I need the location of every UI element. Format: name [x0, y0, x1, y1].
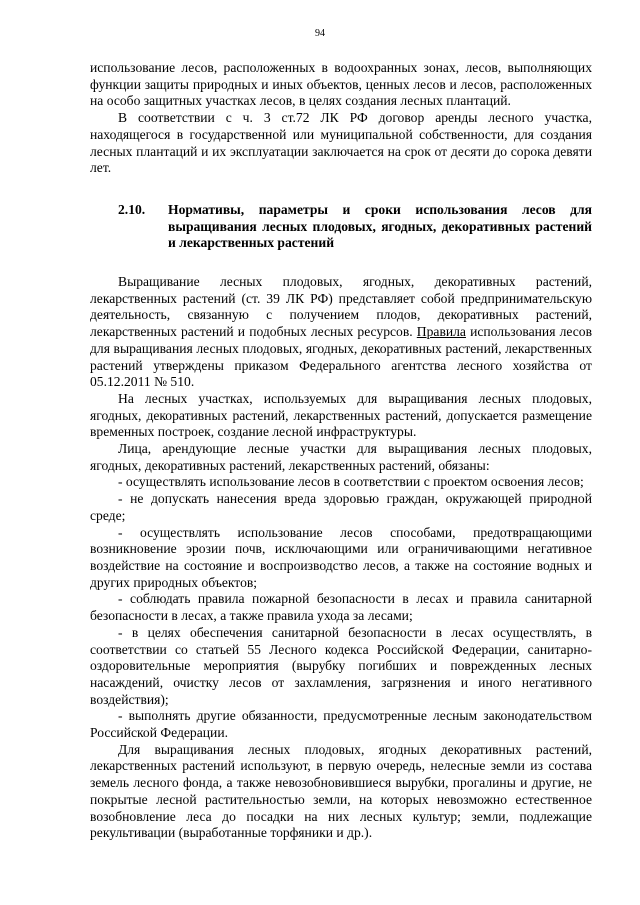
- list-item: - осуществлять использование лесов в соответствии с проектом освоения лесов;: [118, 474, 584, 490]
- list-item: - осуществлять использование лесов способами, предотвращающими возникновение эрозии почв, исключающими или ограничивающими негативное воздействие на состояние и воспроизводство лесов, а также на состояние водных и других природных объектов;: [90, 524, 592, 590]
- paragraph-text: Выращивание лесных плодовых, ягодных, декоративных растений, лекарственных растений (ст. 39 ЛК РФ) представляет собой предпринимательскую деятельность, связанную с получением плодов, декоративных растений, лекарственных растений и подобных лесных ресурсов.: [90, 274, 592, 340]
- section-title: Нормативы, параметры и сроки использования лесов для выращивания лесных плодовых, ягодных, декоративных растений и лекарственных растений: [168, 201, 592, 251]
- list-item: - не допускать нанесения вреда здоровью граждан, окружающей природной среде;: [90, 491, 592, 523]
- rules-link[interactable]: Правила: [416, 324, 466, 340]
- paragraph-text: использования лесов для выращивания лесных плодовых, ягодных, декоративных растений, лекарственных растений утверждены приказом Федерального агентства лесного хозяйства от 05.12.2011 № 510.: [90, 324, 592, 390]
- document-body: [90, 60, 592, 842]
- paragraph: На лесных участках, используемых для выращивания лесных плодовых, ягодных, декоративных растений, лекарственных растений, допускается размещение временных построек, создание лесной инфраструктуры.: [90, 390, 592, 440]
- list-item: - в целях обеспечения санитарной безопасности в лесах осуществлять, в соответствии со статьей 55 Лесного кодекса Российской Федерации, санитарно-оздоровительные мероприятия (вырубку погибших и поврежденных лесных насаждений, очистку лесов от захламления, загрязнения и иного негативного воздействия);: [90, 624, 592, 707]
- paragraph: Для выращивания лесных плодовых, ягодных декоративных растений, лекарственных растений используют, в первую очередь, нелесные земли из состава земель лесного фонда, а также невозобновившиеся вырубки, прогалины и другие, не покрытые лесной растительностью земли, на которых невозможно естественное возобновление леса до посадки на них лесных культур; земли, подлежащие рекультивации (выработанные торфяники и др.).: [90, 741, 592, 841]
- paragraph: В соответствии с ч. 3 ст.72 ЛК РФ договор аренды лесного участка, находящегося в государственной или муниципальной собственности, для создания лесных плантаций и их эксплуатации заключается на срок от десяти до сорока девяти лет.: [90, 110, 592, 176]
- paragraph: [90, 274, 592, 391]
- list-item: - выполнять другие обязанности, предусмотренные лесным законодательством Российской Федерации.: [90, 708, 592, 741]
- section-number: 2.10.: [118, 201, 146, 217]
- list-item: - соблюдать правила пожарной безопасности в лесах и правила санитарной безопасности в лесах, а также правила ухода за лесами;: [90, 591, 592, 624]
- section-heading: [90, 202, 592, 252]
- page-number: 94: [315, 28, 325, 39]
- paragraph: использование лесов, расположенных в водоохранных зонах, лесов, выполняющих функции защиты природных и иных объектов, ценных лесов и лесов, расположенных на особо защитных участках лесов, в целях создания лесных плантаций.: [90, 60, 592, 109]
- paragraph: Лица, арендующие лесные участки для выращивания лесных плодовых, ягодных, декоративных растений, лекарственных растений, обязаны:: [90, 441, 592, 473]
